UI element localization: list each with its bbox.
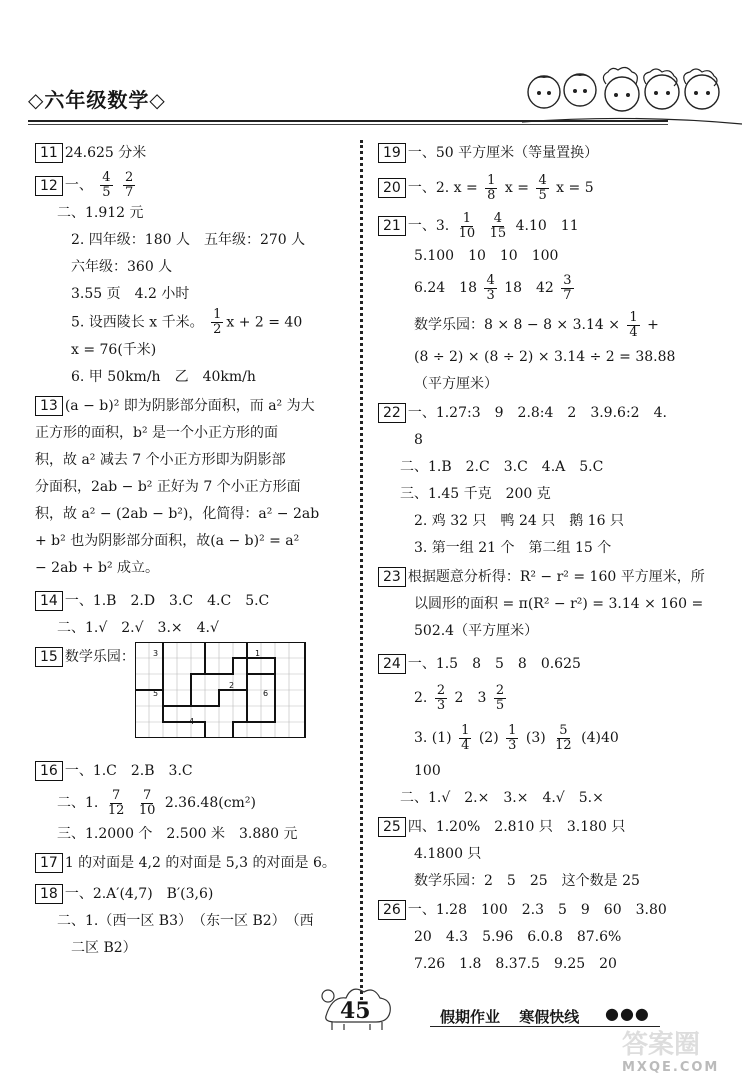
answer-line: 二区 B2）: [71, 940, 137, 956]
fraction: $\frac{1}{4}$: [461, 722, 470, 753]
answer-line: x + 2 = 40: [226, 314, 303, 331]
fraction: $\frac{2}{3}$: [436, 682, 446, 713]
answer-line: 5. 设西陵长 x 千米。: [71, 314, 204, 331]
answer-line: 二、1.B 2.C 3.C 4.A 5.C: [400, 459, 604, 475]
answer-26: [378, 897, 718, 978]
answer-line: 3.55 页 4.2 小时: [71, 286, 190, 302]
puzzle-label: 4: [189, 717, 195, 726]
answer-line: 1 的对面是 4,2 的对面是 5,3 的对面是 6。: [64, 855, 336, 871]
answer-line: 二、1.（西一区 B3） （东一区 B2） （西: [57, 913, 314, 929]
question-number: 12: [35, 176, 63, 196]
puzzle-label: 6: [263, 689, 269, 698]
answer-15: [35, 644, 355, 752]
answer-line: 20 4.3 5.96 6.0.8 87.6%: [414, 929, 622, 945]
question-number: 23: [378, 567, 406, 587]
answer-line: (a − b)² 即为阴影部分面积，而 a² 为大: [64, 398, 315, 414]
question-number: 26: [378, 900, 406, 920]
answer-line: 一、3.: [407, 218, 450, 234]
puzzle-label: 5: [153, 689, 159, 698]
answer-line: 二、1.√ 2.× 3.× 4.√ 5.×: [400, 790, 604, 806]
answer-line: 24.625 分米: [64, 145, 147, 161]
answer-line: 二、1.912 元: [57, 205, 144, 221]
footer-brand: 寒假快线: [519, 1008, 580, 1026]
left-column: [35, 140, 355, 964]
question-number: 25: [378, 817, 406, 837]
answer-line: 502.4（平方厘米）: [414, 623, 539, 639]
answer-line: 2.: [414, 690, 428, 706]
question-number: 18: [35, 884, 63, 904]
answer-18: [35, 881, 355, 962]
column-divider: [360, 140, 363, 1000]
puzzle-label: 2: [229, 681, 235, 690]
fraction: $\frac{1}{3}$: [508, 722, 517, 753]
question-number: 19: [378, 143, 406, 163]
answer-12: [35, 171, 355, 391]
answer-21: [378, 209, 718, 398]
answer-25: [378, 814, 718, 895]
fraction: $\frac{4}{5}$: [538, 172, 547, 203]
answer-line: + b² 也为阴影部分面积，故(a − b)² = a²: [35, 533, 300, 549]
answer-line: x =: [504, 180, 529, 196]
answer-line: 一、1.27:3 9 2.8:4 2 3.9.6:2 4.: [407, 405, 667, 421]
fraction: $\frac{1}{4}$: [629, 309, 638, 340]
answer-line: 2 3: [454, 690, 487, 706]
answer-line: （平方厘米）: [414, 376, 498, 392]
answer-line: x = 76(千米): [71, 342, 157, 358]
answer-line: 8: [414, 432, 423, 448]
answer-line: 100: [414, 763, 441, 779]
question-number: 16: [35, 761, 63, 781]
watermark-text: 答案圈: [622, 1030, 701, 1060]
answer-line: 一、1.28 100 2.3 5 9 60 3.80: [407, 902, 667, 918]
header-rule: [28, 120, 668, 122]
puzzle-label: 1: [255, 649, 261, 658]
question-number: 20: [378, 178, 406, 198]
fraction: $\frac{7}{10}$: [138, 787, 156, 818]
answer-line: 5.100 10 10 100: [414, 248, 559, 264]
answer-line: +: [647, 317, 659, 333]
answer-line: 3. 第一组 21 个 第二组 15 个: [414, 540, 612, 556]
answer-line: 2.36.48(cm²): [164, 795, 256, 811]
fraction: $\frac{5}{12}$: [555, 722, 572, 753]
answer-line: x = 5: [556, 180, 594, 196]
page-title: ◇六年级数学◇: [28, 88, 166, 112]
fraction: $\frac{3}{7}$: [563, 272, 572, 303]
answer-line: 二、1.: [57, 795, 99, 811]
answer-line: − 2ab + b² 成立。: [35, 560, 160, 576]
footer-rule: [430, 1026, 660, 1027]
watermark-url: MXQE.COM: [622, 1060, 720, 1075]
answer-19: [378, 140, 718, 167]
answer-line: 数学乐园：: [64, 649, 135, 665]
answer-line: 6.24 18: [414, 280, 477, 296]
question-number: 21: [378, 216, 406, 236]
answer-line: 六年级：360 人: [71, 259, 173, 275]
question-number: 17: [35, 853, 63, 873]
answer-22: [378, 400, 718, 562]
answer-line: 一、2.A′(4,7) B′(3,6): [64, 886, 214, 902]
question-number: 14: [35, 591, 63, 611]
answer-line: (4)40: [581, 730, 619, 746]
answer-line: 三、1.45 千克 200 克: [400, 486, 551, 502]
answer-line: 四、1.20% 2.810 只 3.180 只: [407, 819, 626, 835]
answer-11: [35, 140, 355, 167]
answer-line: 一、1.5 8 5 8 0.625: [407, 656, 581, 672]
answer-line: 2. 鸡 32 只 鸭 24 只 鹅 16 只: [414, 513, 624, 529]
answer-13: [35, 393, 355, 582]
fraction: $\frac{1}{2}$: [213, 307, 222, 337]
fraction: $\frac{7}{12}$: [107, 787, 125, 818]
answer-line: 一、2. x =: [407, 180, 478, 196]
answer-line: 正方形的面积，b² 是一个小正方形的面: [35, 425, 279, 441]
right-column: [378, 140, 718, 980]
answer-17: [35, 850, 355, 877]
answer-line: 根据题意分析得：R² − r² = 160 平方厘米，所: [407, 569, 705, 585]
answer-line: 分面积，2ab − b² 正好为 7 个小正方形面: [35, 479, 301, 495]
fraction: $\frac{2}{7}$: [125, 170, 134, 200]
answer-23: [378, 564, 718, 645]
fraction: $\frac{4}{15}$: [489, 210, 507, 241]
puzzle-label: 3: [153, 649, 159, 658]
answer-line: 6. 甲 50km/h 乙 40km/h: [71, 369, 256, 385]
answer-line: 一、1.C 2.B 3.C: [64, 763, 193, 779]
page-number: 45: [340, 998, 371, 1024]
footer-dots: ●●●: [605, 1004, 650, 1023]
answer-line: 4.1800 只: [414, 846, 482, 862]
header-rule-thin: [28, 124, 668, 125]
answer-24: [378, 651, 718, 812]
answer-line: 18 42: [504, 280, 554, 296]
answer-line: 积，故 a² − (2ab − b²)，化简得：a² − 2ab: [35, 506, 320, 522]
answer-line: 一、50 平方厘米（等量置换）: [407, 145, 599, 161]
question-number: 22: [378, 403, 406, 423]
answer-line: 二、1.√ 2.√ 3.× 4.√: [57, 620, 219, 636]
question-number: 13: [35, 396, 63, 416]
answer-line: 4.10 11: [515, 218, 579, 234]
footer-label: [440, 1006, 579, 1027]
footer-text: 假期作业: [440, 1008, 501, 1026]
answer-line: 三、1.2000 个 2.500 米 3.880 元: [57, 826, 298, 842]
answer-line: (8 ÷ 2) × (8 ÷ 2) × 3.14 ÷ 2 = 38.88: [414, 349, 676, 365]
answer-line: 7.26 1.8 8.37.5 9.25 20: [414, 956, 617, 972]
watermark-logo: [622, 1030, 742, 1080]
answer-line: (3): [525, 730, 546, 746]
answer-20: [378, 171, 718, 205]
answer-line: 数学乐园：8 × 8 − 8 × 3.14 ×: [414, 317, 620, 333]
answer-16: [35, 758, 355, 848]
answer-line: 一、1.B 2.D 3.C 4.C 5.C: [64, 593, 270, 609]
answer-line: 数学乐园：2 5 25 这个数是 25: [414, 873, 640, 889]
question-number: 15: [35, 647, 63, 667]
question-number: 24: [378, 654, 406, 674]
answer-line: 积，故 a² 减去 7 个小正方形即为阴影部: [35, 452, 286, 468]
answer-line: (2): [478, 730, 499, 746]
answer-line: 以圆形的面积 = π(R² − r²) = 3.14 × 160 =: [414, 596, 704, 612]
grid-puzzle-diagram: [135, 642, 335, 738]
fraction: $\frac{4}{3}$: [486, 272, 495, 303]
fraction: $\frac{1}{10}$: [458, 210, 476, 241]
answer-line: 2. 四年级：180 人 五年级：270 人: [71, 232, 306, 248]
fraction: $\frac{1}{8}$: [487, 172, 496, 203]
question-number: 11: [35, 143, 63, 163]
answer-line: 3. (1): [414, 730, 452, 746]
fraction: $\frac{4}{5}$: [102, 170, 111, 200]
answer-14: [35, 588, 355, 642]
fraction: $\frac{2}{5}$: [495, 682, 505, 713]
answer-line: 一、: [64, 177, 93, 194]
